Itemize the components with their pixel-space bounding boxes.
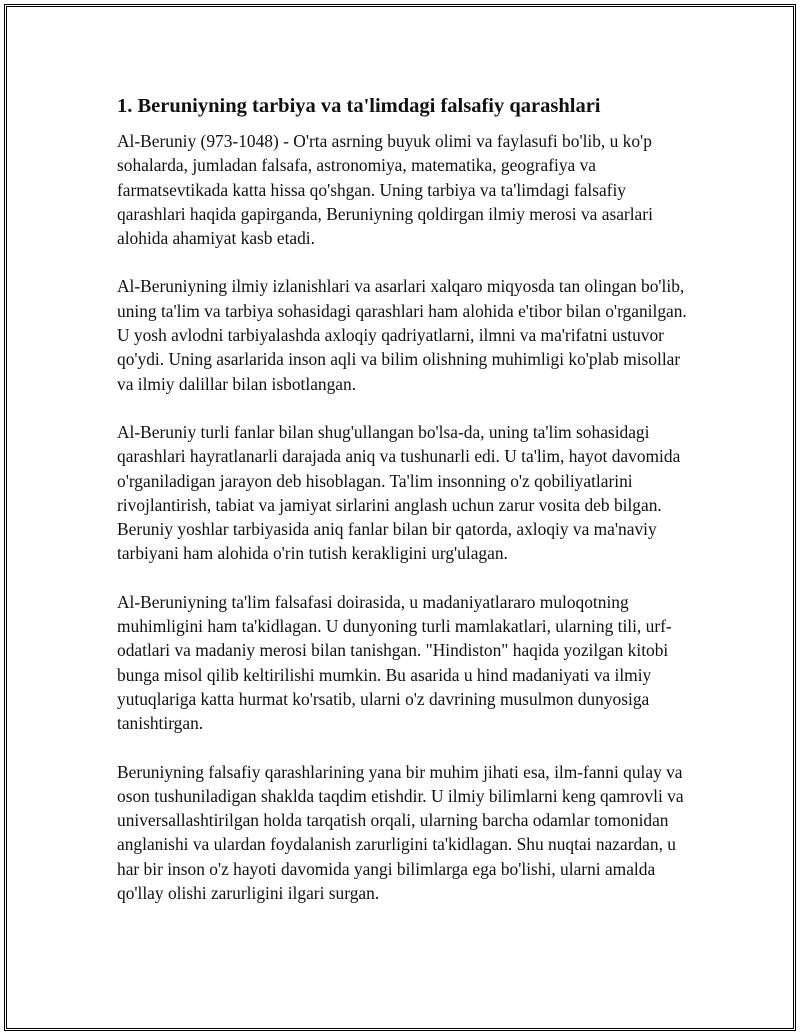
section-heading: 1. Beruniyning tarbiya va ta'limdagi falsafiy qarashlari <box>117 95 601 117</box>
paragraph-3: Al-Beruniy turli fanlar bilan shug'ullangan bo'lsa-da, uning ta'lim sohasidagi qarashlari hayratlanarli darajada aniq va tushunarli edi. U ta'lim, hayot davomida o'rganiladigan jarayon deb hisoblagan. Ta'lim insonning o'z qobiliyatlarini rivojlantirish, tabiat va jamiyat sirlarini anglash uchun zarur vosita deb bilgan. Beruniy yoshlar tarbiyasida aniq fanlar bilan bir qatorda, axloqiy va ma'naviy tarbiyani ham alohida o'rin tutish kerakligini urg'ulagan. <box>117 421 681 564</box>
paragraph-5: Beruniyning falsafiy qarashlarining yana bir muhim jihati esa, ilm-fanni qulay va oson tushuniladigan shaklda taqdim etishdir. U ilmiy bilimlarni keng qamrovli va universallashtirilgan holda tarqatish orqali, ularning barcha odamlar tomonidan anglanishi va ulardan foydalanish zarurligini ta'kidlagan. Shu nuqtai nazardan, u har bir inson o'z hayoti davomida yangi bilimlarga ega bo'lishi, ularni amalda qo'llay olishi zarurligini ilgari surgan. <box>117 761 684 904</box>
paragraph-2: Al-Beruniyning ilmiy izlanishlari va asarlari xalqaro miqyosda tan olingan bo'lib, uning ta'lim va tarbiya sohasidagi qarashlari ham alohida e'tibor bilan o'rganilgan. U yosh avlodni tarbiyalashda axloqiy qadriyatlarni, ilmni va ma'rifatni ustuvor qo'ydi. Uning asarlarida inson aqli va bilim olishning muhimligi ko'plab misollar va ilmiy dalillar bilan isbotlangan. <box>117 276 687 394</box>
document-body <box>117 92 689 929</box>
paragraph-1: Al-Beruniy (973-1048) - O'rta asrning buyuk olimi va faylasufi bo'lib, u ko'p sohalarda, jumladan falsafa, astronomiya, matematika, geografiya va farmatsevtikada katta hissa qo'shgan. Uning tarbiya va ta'limdagi falsafiy qarashlari haqida gapirganda, Beruniyning qoldirgan ilmiy merosi va asarlari alohida ahamiyat kasb etadi. <box>117 131 653 249</box>
paragraph-4: Al-Beruniyning ta'lim falsafasi doirasida, u madaniyatlararo muloqotning muhimligini ham ta'kidlagan. U dunyoning turli mamlakatlari, ularning tili, urf-odatlari va madaniy merosi bilan tanishgan. "Hindiston" haqida yozilgan kitobi bunga misol qilib keltirilishi mumkin. Bu asarida u hind madaniyati va ilmiy yutuqlariga katta hurmat ko'rsatib, ularni o'z davrining musulmon dunyosiga tanishtirgan. <box>117 591 672 734</box>
